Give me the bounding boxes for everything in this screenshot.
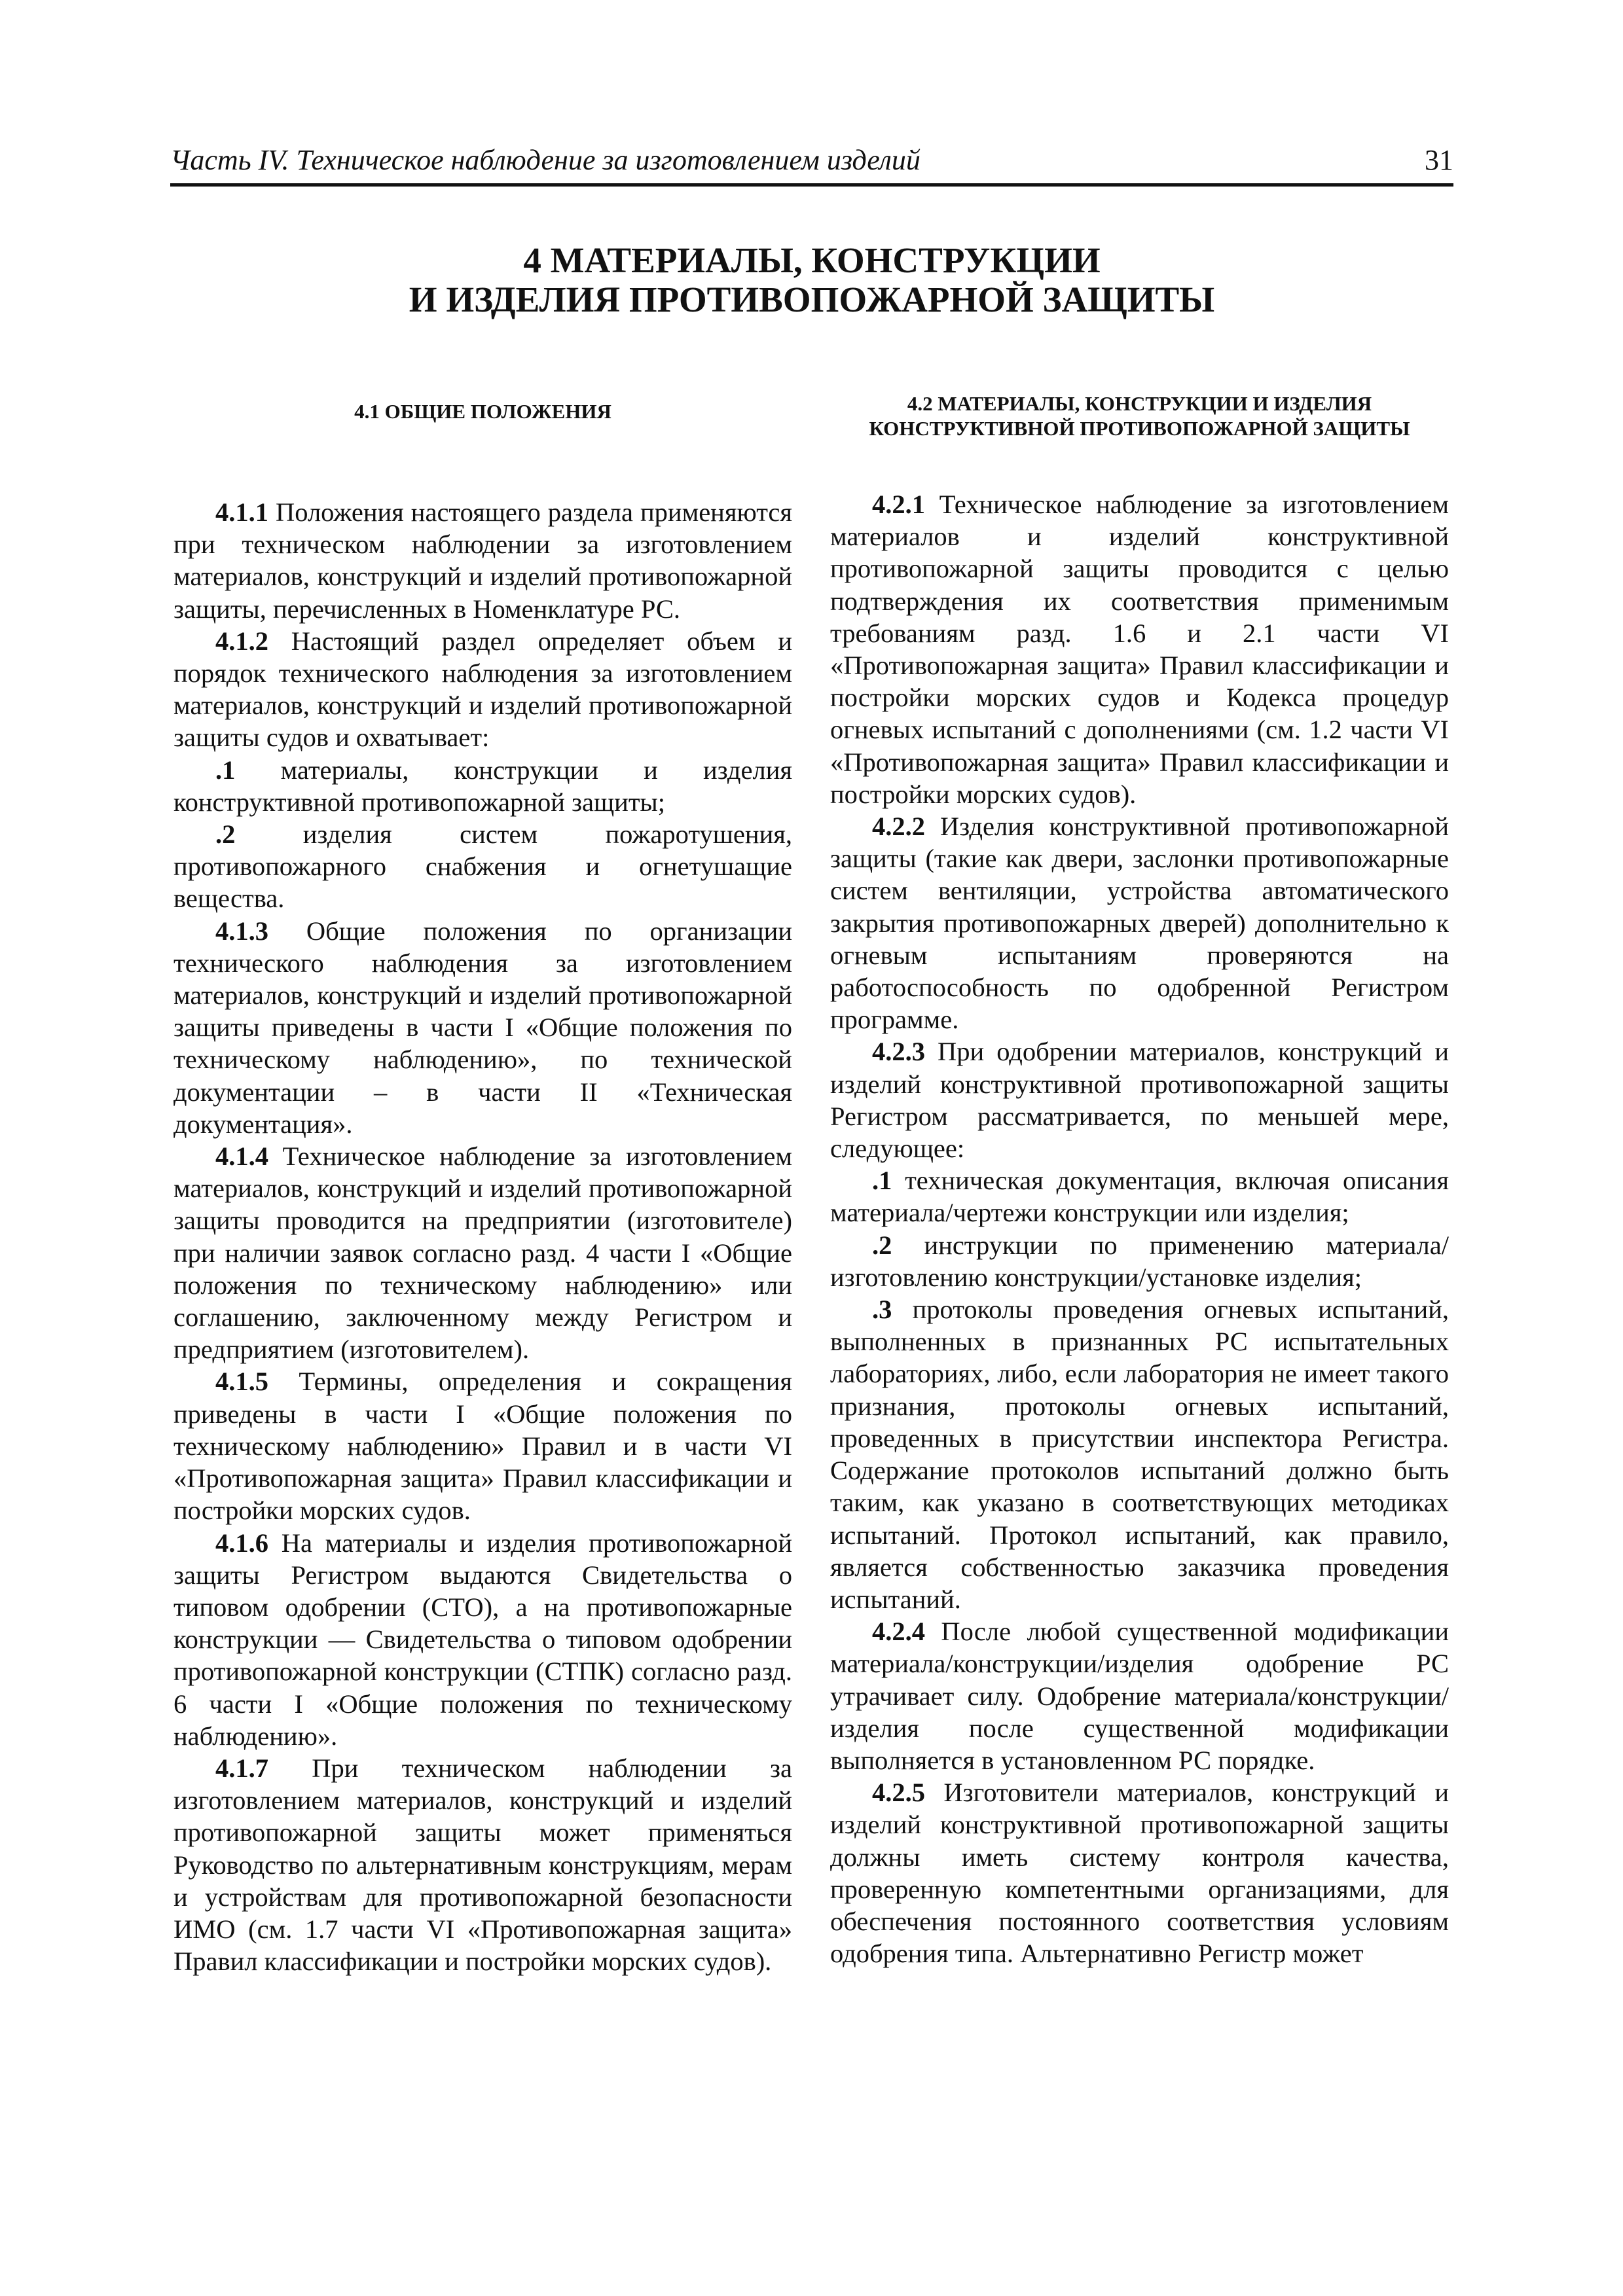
paragraph-4-1-5 <box>173 1365 792 1526</box>
clause-number: 4.2.3 <box>872 1037 925 1067</box>
clause-text: Изделия конструктивной противопожарной защиты (такие как двери, заслонки противопожарные систем вентиляции, устройства автоматического закрытия противопожарных дверей) дополнительно к огневым испытаниям проверяются на работоспособность по одобренной Регистром программе. <box>830 812 1449 1035</box>
section-heading-4-1: 4.1 ОБЩИЕ ПОЛОЖЕНИЯ <box>354 400 611 423</box>
clause-text: Положения настоящего раздела применяются при техническом наблюдении за изготовлением материалов, конструкций и изделий противопожарной защиты, перечисленных в Номенклатуре РС. <box>173 497 792 624</box>
item-text: изделия систем пожаротушения, противопожарного снабжения и огнетушащие вещества. <box>173 819 792 914</box>
list-item-4-2-3-1 <box>830 1164 1449 1229</box>
item-text: техническая документация, включая описания материала/чертежи конструкции или изделия; <box>830 1166 1449 1228</box>
paragraph-4-2-1 <box>830 488 1449 810</box>
clause-text: Техническое наблюдение за изготовлением материалов, конструкций и изделий противопожарной защиты проводится на предприятии (изготовителе) при наличии заявок согласно разд. 4 части I «Общие положения по техническому наблюдению» или соглашению, заключенному между Регистром и предприятием (изготовителем). <box>173 1141 792 1365</box>
item-text: протоколы проведения огневых испытаний, выполненных в признанных РС испытательных лабораториях, либо, если лаборатория не имеет такого признания, протоколы огневых испытаний, проведенных в присутствии инспектора Регистра. Содержание протоколов испытаний должно быть таким, как указано в соответствующих методиках испытаний. Протокол испытаний, как правило, является собственностью заказчика проведения испытаний. <box>830 1295 1449 1614</box>
paragraph-4-1-2 <box>173 625 792 754</box>
clause-text: Общие положения по организации технического наблюдения за изготовлением материалов, конструкций и изделий противопожарной защиты приведены в части I «Общие положения по техническому наблюдению», по технической документации – в части II «Техническая документация». <box>173 916 792 1139</box>
section-heading-4-2-line-2: КОНСТРУКТИВНОЙ ПРОТИВОПОЖАРНОЙ ЗАЩИТЫ <box>869 417 1410 440</box>
chapter-title-line-2: И ИЗДЕЛИЯ ПРОТИВОПОЖАРНОЙ ЗАЩИТЫ <box>409 279 1215 319</box>
item-number: .2 <box>872 1230 892 1260</box>
paragraph-4-2-2 <box>830 810 1449 1035</box>
paragraph-4-2-5 <box>830 1776 1449 1969</box>
clause-number: 4.1.1 <box>215 497 268 527</box>
paragraph-4-1-1 <box>173 496 792 625</box>
paragraph-4-1-4 <box>173 1140 792 1365</box>
clause-number: 4.1.6 <box>215 1528 268 1558</box>
clause-text: Техническое наблюдение за изготовлением материалов и изделий конструктивной противопожарной защиты проводится с целью подтверждения их соответствия применимым требованиям разд. 1.6 и 2.1 части VI «Противопожарная защита» Правил классификации и постройки морских судов и Кодекса процедур огневых испытаний с дополнениями (см. 1.2 части VI «Противопожарная защита» Правил классификации и постройки морских судов). <box>830 490 1449 809</box>
item-number: .1 <box>215 755 236 785</box>
clause-text: При техническом наблюдении за изготовлением материалов, конструкций и изделий противопожарной защиты может применяться Руководство по альтернативным конструкциям, мерам и устройствам для противопожарной безопасности ИМО (см. 1.7 части VI «Противопожарная защита» Правил классификации и постройки морских судов). <box>173 1753 792 1977</box>
paragraph-4-2-4 <box>830 1615 1449 1776</box>
item-number: .1 <box>872 1166 892 1196</box>
item-number: .2 <box>215 819 236 850</box>
list-item-4-1-2-1 <box>173 754 792 818</box>
paragraph-4-1-3 <box>173 915 792 1140</box>
clause-text: Термины, определения и сокращения приведены в части I «Общие положения по техническому наблюдению» Правил и в части VI «Противопожарная защита» Правил классификации и постройки морских судов. <box>173 1367 792 1526</box>
clause-text: На материалы и изделия противопожарной защиты Регистром выдаются Свидетельства о типовом одобрении (СТО), а на противопожарные конструкции — Свидетельства о типовом одобрении противопожарной конструкции (СТПК) согласно разд. 6 части I «Общие положения по техническому наблюдению». <box>173 1528 792 1751</box>
clause-number: 4.2.4 <box>872 1617 925 1647</box>
item-text: материалы, конструкции и изделия конструктивной противопожарной защиты; <box>173 755 792 817</box>
chapter-title-line-1: 4 МАТЕРИАЛЫ, КОНСТРУКЦИИ <box>523 240 1101 280</box>
item-number: .3 <box>872 1295 892 1325</box>
paragraph-4-1-7 <box>173 1752 792 1977</box>
running-header <box>170 143 1453 187</box>
clause-number: 4.1.2 <box>215 626 268 656</box>
running-header-title: Часть IV. Техническое наблюдение за изготовлением изделий <box>170 144 921 176</box>
clause-number: 4.1.3 <box>215 916 268 946</box>
paragraph-4-1-6 <box>173 1527 792 1752</box>
clause-number: 4.2.2 <box>872 812 925 842</box>
paragraph-4-2-3 <box>830 1035 1449 1164</box>
clause-number: 4.1.4 <box>215 1141 268 1172</box>
clause-number: 4.2.5 <box>872 1778 925 1808</box>
list-item-4-1-2-2 <box>173 818 792 915</box>
page-number: 31 <box>1425 144 1453 176</box>
clause-text: После любой существенной модификации материала/конструкции/изделия одобрение РС утрачивает силу. Одобрение материала/конструкции/изделия после существенной модификации выполняется в установленном РС порядке. <box>830 1617 1449 1775</box>
chapter-title <box>170 241 1453 319</box>
clause-number: 4.1.7 <box>215 1753 268 1783</box>
clause-text: Изготовители материалов, конструкций и изделий конструктивной противопожарной защиты должны иметь систему контроля качества, проверенную компетентными организациями, для обеспечения постоянного соответствия условиям одобрения типа. Альтернативно Регистр может <box>830 1778 1449 1969</box>
clause-text: Настоящий раздел определяет объем и порядок технического наблюдения за изготовлением материалов, конструкций и изделий противопожарной защиты судов и охватывает: <box>173 626 792 753</box>
clause-number: 4.2.1 <box>872 490 925 519</box>
right-column <box>830 391 1449 1969</box>
clause-number: 4.1.5 <box>215 1367 268 1397</box>
clause-text: При одобрении материалов, конструкций и изделий конструктивной противопожарной защиты Регистром рассматривается, по меньшей мере, следующее: <box>830 1037 1449 1164</box>
section-heading-4-2 <box>830 391 1449 441</box>
section-heading-4-2-line-1: 4.2 МАТЕРИАЛЫ, КОНСТРУКЦИИ И ИЗДЕЛИЯ <box>907 392 1372 415</box>
list-item-4-2-3-3 <box>830 1293 1449 1615</box>
left-column <box>173 391 792 1977</box>
item-text: инструкции по применению материала/изготовлению конструкции/установке изделия; <box>830 1230 1449 1292</box>
list-item-4-2-3-2 <box>830 1229 1449 1293</box>
